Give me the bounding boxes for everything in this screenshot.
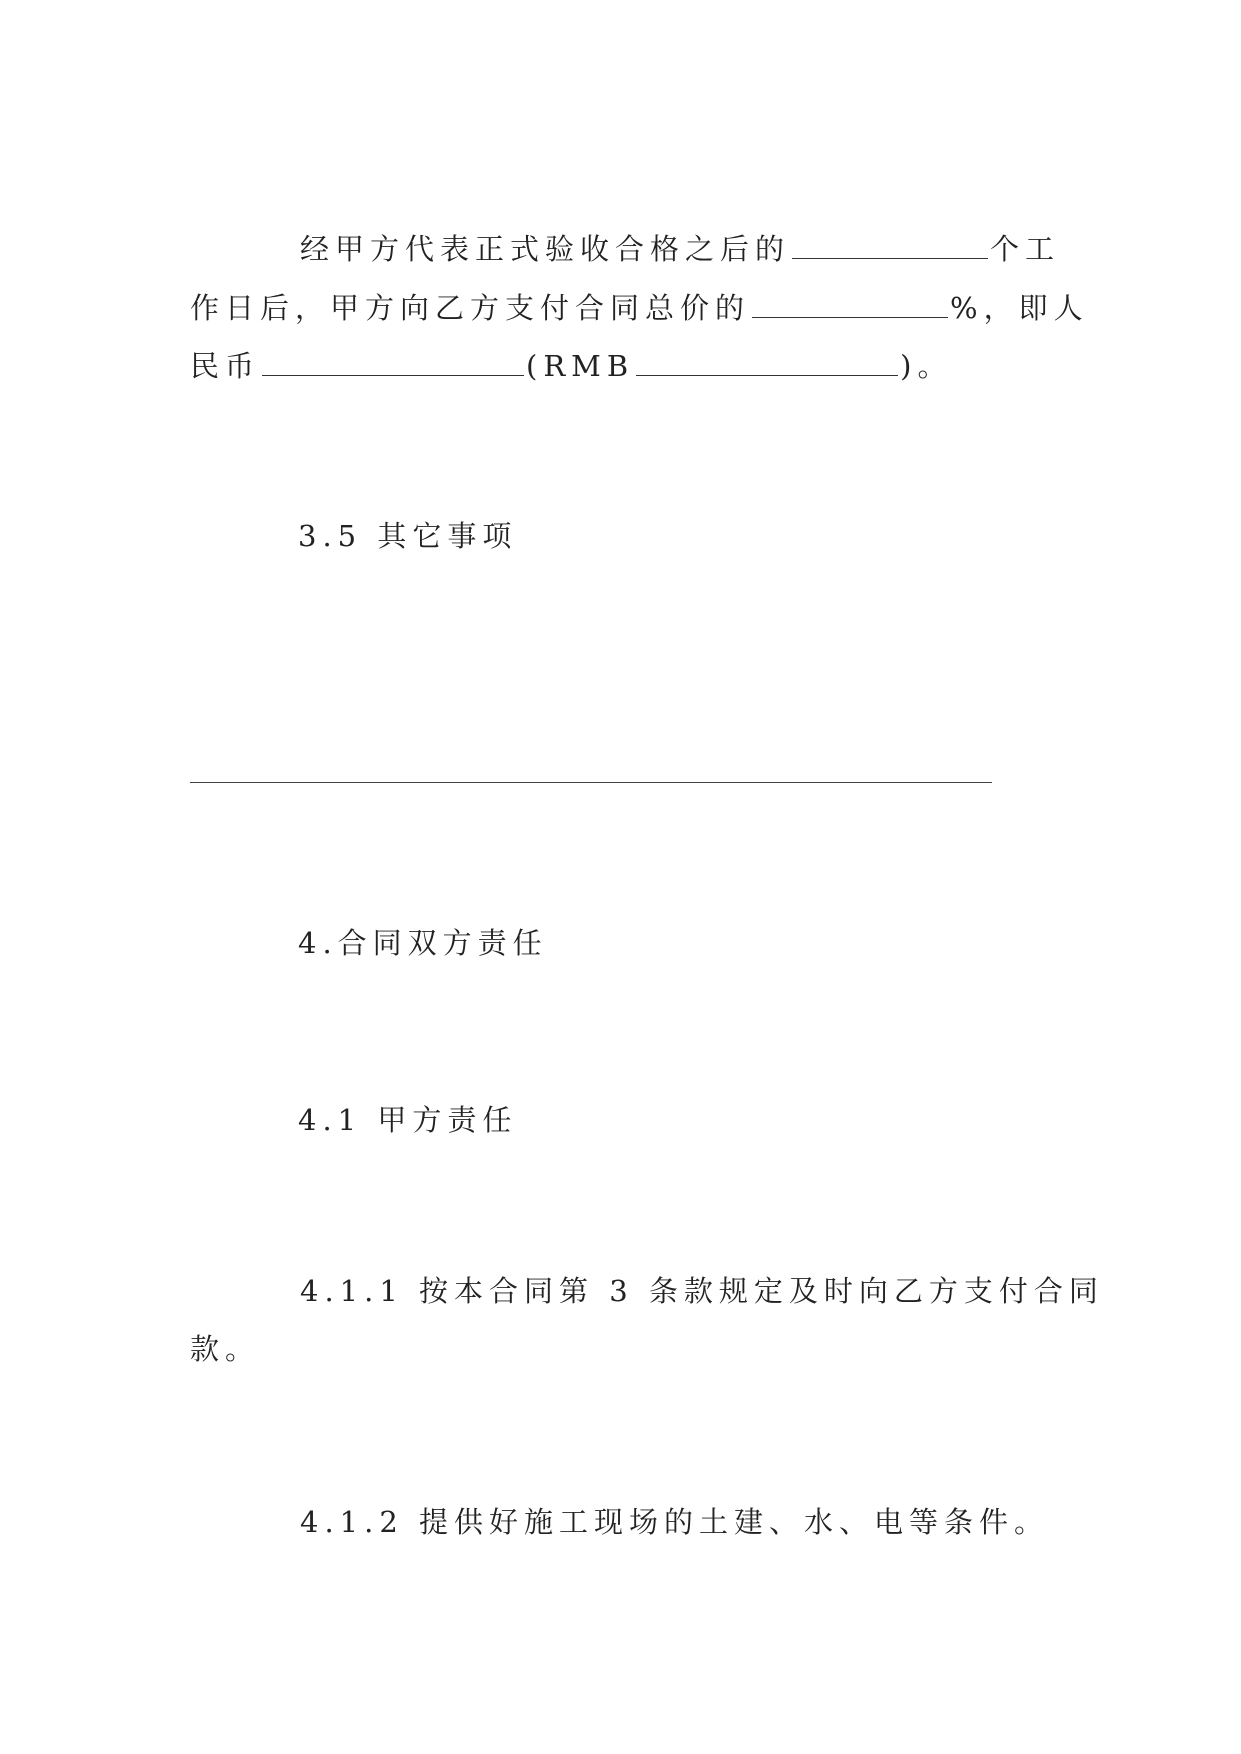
para1-rmb-label: (RMB <box>526 349 635 383</box>
blank-percent[interactable] <box>752 287 948 318</box>
para1-line3-end: )。 <box>900 349 953 383</box>
section-3-5-heading: 3.5 其它事项 <box>298 519 518 553</box>
blank-rmb-words[interactable] <box>262 345 524 376</box>
para1-text: 民币 <box>190 349 261 383</box>
other-matters-blank-line[interactable] <box>190 782 992 783</box>
para1-text: 作日后，甲方向乙方支付合同总价的 <box>190 291 751 325</box>
item-4-1-1-line1: 4.1.1 按本合同第 3 条款规定及时向乙方支付合同 <box>300 1274 1104 1308</box>
blank-workdays[interactable] <box>792 228 988 259</box>
para1-line3 <box>190 345 953 384</box>
para1-line1-end: 个工 <box>990 232 1061 266</box>
item-4-1-2: 4.1.2 提供好施工现场的土建、水、电等条件。 <box>300 1505 1050 1539</box>
section-4-1-heading: 4.1 甲方责任 <box>298 1103 518 1137</box>
para1-line2 <box>190 287 1089 326</box>
blank-rmb-amount[interactable] <box>636 345 898 376</box>
item-4-1-1-line2: 款。 <box>190 1332 261 1366</box>
section-4-heading: 4.合同双方责任 <box>298 926 548 960</box>
para1-text: 经甲方代表正式验收合格之后的 <box>300 232 791 266</box>
para1-line2-end: %，即人 <box>950 291 1089 325</box>
para1-line1 <box>300 228 1060 267</box>
